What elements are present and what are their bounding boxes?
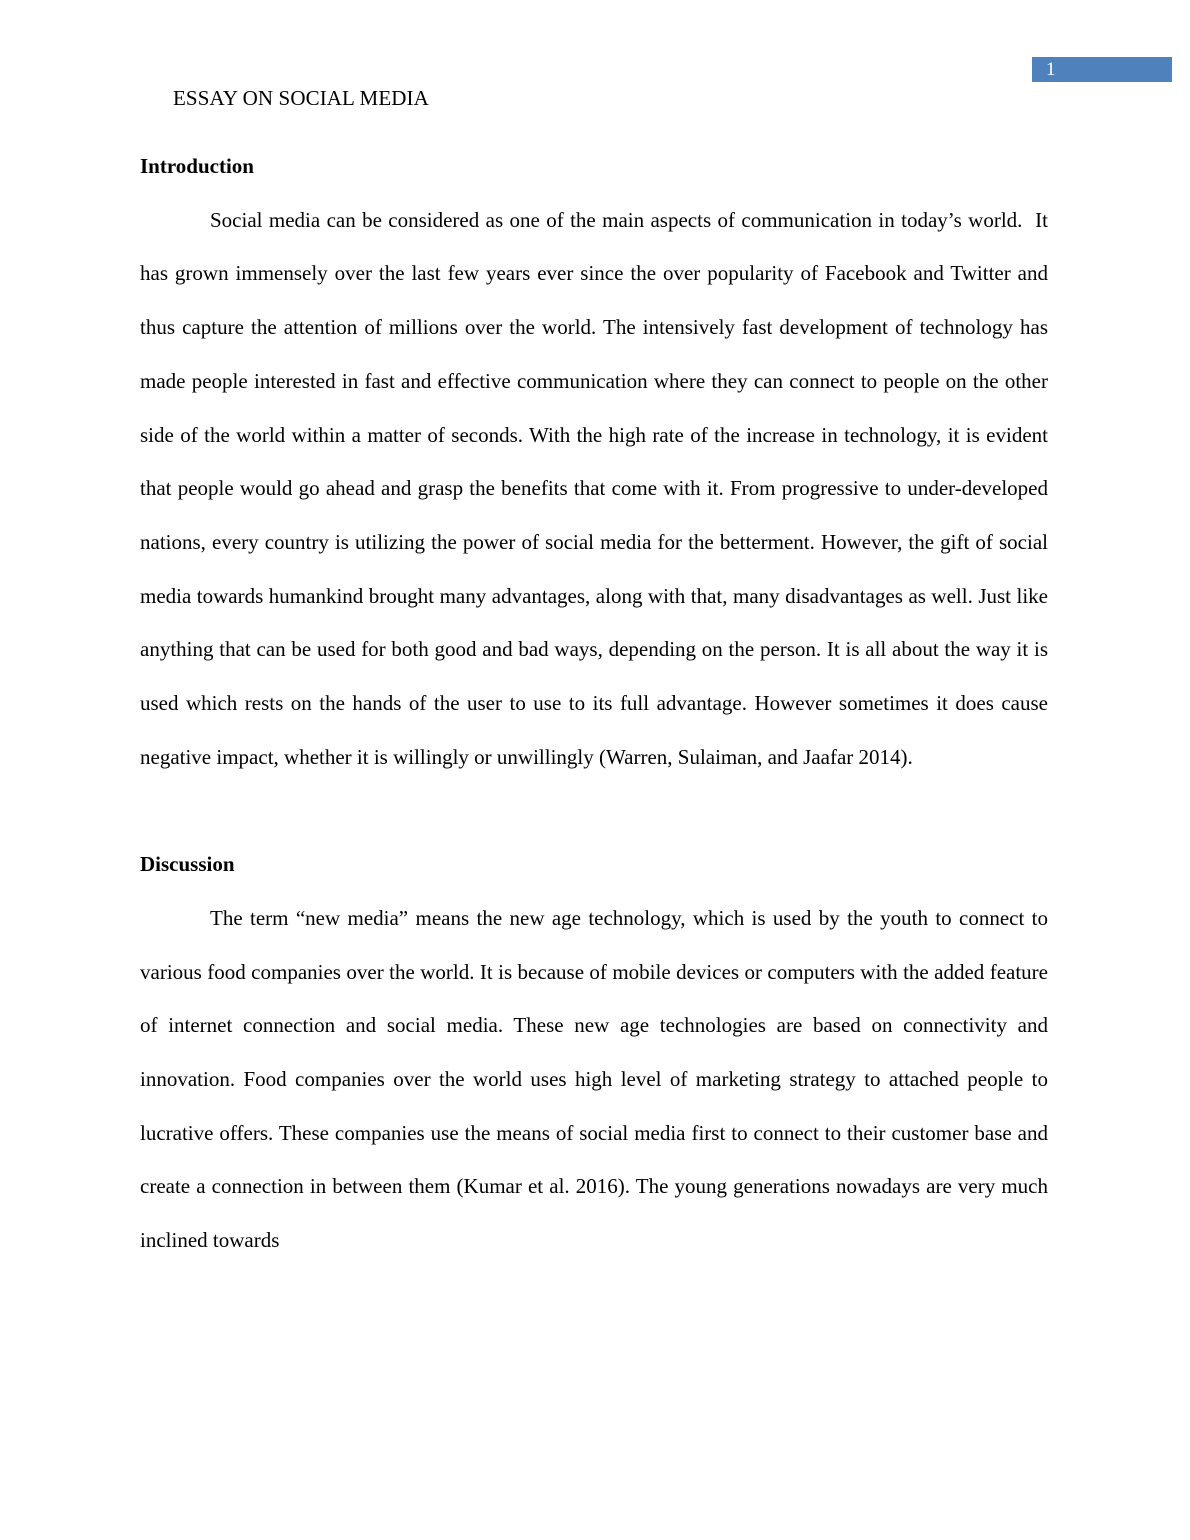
document-body — [140, 140, 1048, 1268]
discussion-paragraph: The term “new media” means the new age technology, which is used by the youth to connect to various food companies over the world. It is because of mobile devices or computers with the added feature of internet connection and social media. These new age technologies are based on connectivity and innovation. Food companies over the world uses high level of marketing strategy to attached people to lucrative offers. These companies use the means of social media first to connect to their customer base and create a connection in between them (Kumar et al. 2016). The young generations nowadays are very much inclined towards — [140, 905, 1048, 1253]
section-spacer — [140, 784, 1048, 838]
section-heading-introduction: Introduction — [140, 154, 254, 178]
section-heading-discussion: Discussion — [140, 852, 235, 877]
running-head: ESSAY ON SOCIAL MEDIA — [173, 86, 429, 110]
introduction-paragraph: Social media can be considered as one of the main aspects of communication in today’s world. It has grown immensely over the last few years ever since the over popularity of Facebook and Twitter and thus capture the attention of millions over the world. The intensively fast development of technology has made people interested in fast and effective communication where they can connect to people on the other side of the world within a matter of seconds. With the high rate of the increase in technology, it is evident that people would go ahead and grasp the benefits that come with it. From progressive to under-developed nations, every country is utilizing the power of social media for the betterment. However, the gift of social media towards humankind brought many advantages, along with that, many disadvantages as well. Just like anything that can be used for both good and bad ways, depending on the person. It is all about the way it is used which rests on the hands of the user to use to its full advantage. However sometimes it does cause negative impact, whether it is willingly or unwillingly (Warren, Sulaiman, and Jaafar 2014). — [140, 207, 1048, 769]
page-number: 1 — [1032, 57, 1172, 82]
